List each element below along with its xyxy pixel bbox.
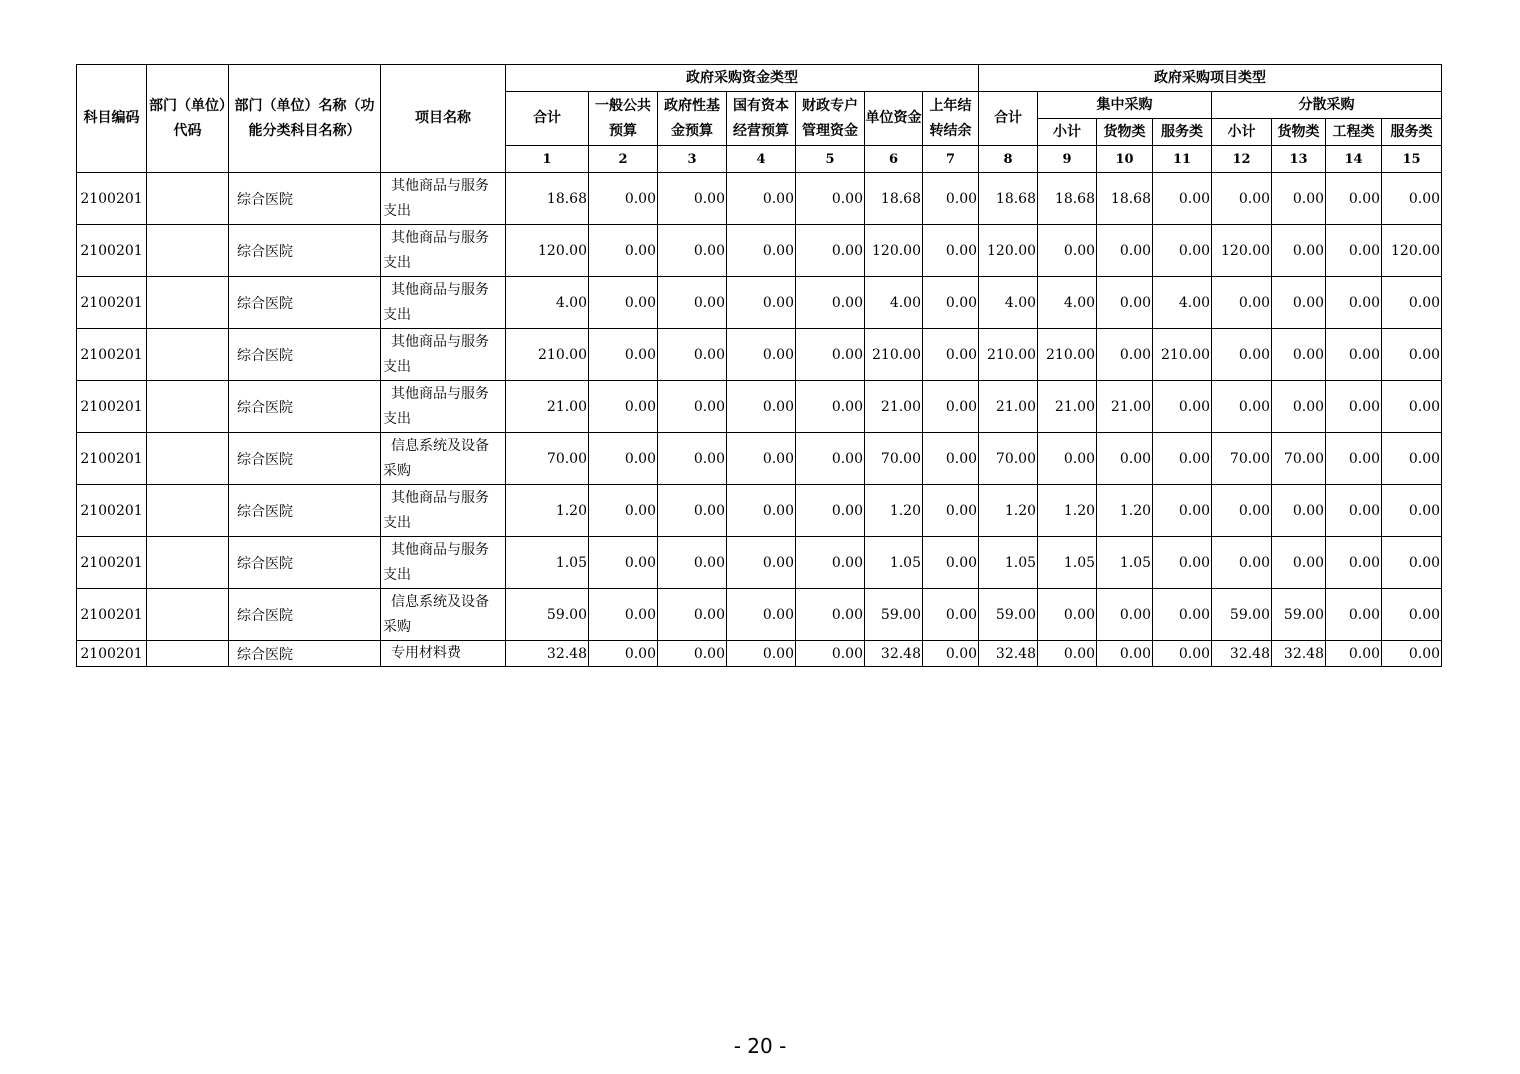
project-name-line: 其他商品与服务 <box>391 177 489 194</box>
value-cell: 0.00 <box>1097 329 1153 381</box>
table-row <box>77 277 1442 329</box>
value-cell: 0.00 <box>923 537 979 589</box>
value-cell: 0.00 <box>1153 173 1212 225</box>
value-cell: 0.00 <box>658 329 727 381</box>
value-cell: 0.00 <box>1212 381 1272 433</box>
column-number: 2 <box>589 146 658 173</box>
project-name-cell <box>381 225 506 277</box>
value-cell: 1.20 <box>1097 485 1153 537</box>
value-cell: 59.00 <box>506 589 589 641</box>
value-cell: 0.00 <box>1097 277 1153 329</box>
header-unit-fund: 单位资金 <box>865 92 923 146</box>
value-cell: 1.05 <box>506 537 589 589</box>
value-cell: 0.00 <box>923 277 979 329</box>
value-cell: 0.00 <box>589 537 658 589</box>
value-cell: 18.68 <box>506 173 589 225</box>
subject-code-cell: 2100201 <box>77 589 147 641</box>
project-name-line: 其他商品与服务 <box>391 489 489 506</box>
table-row <box>77 485 1442 537</box>
value-cell: 120.00 <box>506 225 589 277</box>
value-cell: 0.00 <box>589 641 658 667</box>
header-state-capital-budget: 国有资本经营预算 <box>727 92 796 146</box>
column-number: 13 <box>1272 146 1326 173</box>
value-cell: 0.00 <box>1153 589 1212 641</box>
value-cell: 0.00 <box>589 277 658 329</box>
header-dept-code: 部门（单位）代码 <box>147 65 229 173</box>
value-cell: 120.00 <box>1382 225 1442 277</box>
value-cell: 0.00 <box>658 641 727 667</box>
value-cell: 120.00 <box>979 225 1038 277</box>
value-cell: 0.00 <box>1097 589 1153 641</box>
header-special-fund: 财政专户管理资金 <box>796 92 865 146</box>
value-cell: 0.00 <box>1038 225 1097 277</box>
value-cell: 1.05 <box>979 537 1038 589</box>
value-cell: 18.68 <box>979 173 1038 225</box>
value-cell: 0.00 <box>923 641 979 667</box>
dept-code-cell <box>147 277 229 329</box>
value-cell: 0.00 <box>796 381 865 433</box>
value-cell: 120.00 <box>1212 225 1272 277</box>
value-cell: 0.00 <box>1382 433 1442 485</box>
header-dept-name: 部门（单位）名称（功能分类科目名称） <box>229 65 381 173</box>
header-carryover: 上年结转结余 <box>923 92 979 146</box>
value-cell: 0.00 <box>727 381 796 433</box>
value-cell: 1.20 <box>979 485 1038 537</box>
header-fund-type-group: 政府采购资金类型 <box>506 65 979 92</box>
value-cell: 0.00 <box>1326 329 1382 381</box>
value-cell: 0.00 <box>589 329 658 381</box>
value-cell: 0.00 <box>1212 277 1272 329</box>
value-cell: 21.00 <box>979 381 1038 433</box>
value-cell: 0.00 <box>796 485 865 537</box>
value-cell: 59.00 <box>979 589 1038 641</box>
table-row <box>77 589 1442 641</box>
header-centralized: 集中采购 <box>1038 92 1212 119</box>
header-project-name: 项目名称 <box>381 65 506 173</box>
page-number: - 20 - <box>733 1034 787 1058</box>
dept-code-cell <box>147 433 229 485</box>
value-cell: 0.00 <box>1153 485 1212 537</box>
value-cell: 18.68 <box>1097 173 1153 225</box>
column-number: 10 <box>1097 146 1153 173</box>
value-cell: 0.00 <box>589 433 658 485</box>
value-cell: 0.00 <box>727 433 796 485</box>
column-number: 12 <box>1212 146 1272 173</box>
value-cell: 32.48 <box>979 641 1038 667</box>
value-cell: 0.00 <box>589 173 658 225</box>
subject-code-cell: 2100201 <box>77 173 147 225</box>
project-name-line: 其他商品与服务 <box>391 385 489 402</box>
value-cell: 0.00 <box>658 173 727 225</box>
column-number: 5 <box>796 146 865 173</box>
dept-name-cell: 综合医院 <box>229 277 381 329</box>
value-cell: 0.00 <box>1382 381 1442 433</box>
value-cell: 0.00 <box>923 225 979 277</box>
value-cell: 1.20 <box>1038 485 1097 537</box>
table-row <box>77 381 1442 433</box>
dept-name-cell: 综合医院 <box>229 329 381 381</box>
value-cell: 59.00 <box>1272 589 1326 641</box>
value-cell: 0.00 <box>1326 381 1382 433</box>
value-cell: 0.00 <box>1326 225 1382 277</box>
value-cell: 0.00 <box>796 641 865 667</box>
value-cell: 0.00 <box>1038 641 1097 667</box>
value-cell: 0.00 <box>727 537 796 589</box>
value-cell: 0.00 <box>658 381 727 433</box>
value-cell: 210.00 <box>865 329 923 381</box>
subject-code-cell: 2100201 <box>77 641 147 667</box>
subject-code-cell: 2100201 <box>77 277 147 329</box>
project-name-line: 其他商品与服务 <box>391 541 489 558</box>
project-name-line: 支出 <box>383 410 411 427</box>
project-name-cell <box>381 433 506 485</box>
header-project-total: 合计 <box>979 92 1038 146</box>
dept-code-cell <box>147 329 229 381</box>
project-name-cell <box>381 485 506 537</box>
value-cell: 0.00 <box>658 225 727 277</box>
value-cell: 0.00 <box>727 277 796 329</box>
dept-code-cell <box>147 589 229 641</box>
project-name-line: 支出 <box>383 202 411 219</box>
value-cell: 0.00 <box>1382 537 1442 589</box>
value-cell: 0.00 <box>1272 485 1326 537</box>
column-number: 1 <box>506 146 589 173</box>
value-cell: 0.00 <box>1212 329 1272 381</box>
value-cell: 0.00 <box>1326 537 1382 589</box>
dept-name-cell: 综合医院 <box>229 485 381 537</box>
value-cell: 4.00 <box>1153 277 1212 329</box>
header-decentralized-goods: 货物类 <box>1272 119 1326 146</box>
value-cell: 0.00 <box>727 485 796 537</box>
project-name-line: 支出 <box>383 514 411 531</box>
value-cell: 0.00 <box>658 537 727 589</box>
dept-name-cell: 综合医院 <box>229 381 381 433</box>
project-name-cell <box>381 537 506 589</box>
value-cell: 59.00 <box>1212 589 1272 641</box>
value-cell: 0.00 <box>589 381 658 433</box>
value-cell: 0.00 <box>1382 277 1442 329</box>
value-cell: 1.20 <box>865 485 923 537</box>
value-cell: 0.00 <box>1097 433 1153 485</box>
dept-name-cell: 综合医院 <box>229 641 381 667</box>
value-cell: 0.00 <box>796 537 865 589</box>
dept-code-cell <box>147 537 229 589</box>
value-cell: 0.00 <box>1382 329 1442 381</box>
value-cell: 0.00 <box>1153 641 1212 667</box>
project-name-cell <box>381 173 506 225</box>
value-cell: 21.00 <box>1097 381 1153 433</box>
project-name-line: 专用材料费 <box>391 645 461 661</box>
value-cell: 210.00 <box>979 329 1038 381</box>
value-cell: 0.00 <box>923 381 979 433</box>
value-cell: 0.00 <box>1382 485 1442 537</box>
value-cell: 0.00 <box>1153 381 1212 433</box>
value-cell: 0.00 <box>1153 433 1212 485</box>
value-cell: 0.00 <box>1326 589 1382 641</box>
header-centralized-services: 服务类 <box>1153 119 1212 146</box>
value-cell: 0.00 <box>658 277 727 329</box>
table-row <box>77 537 1442 589</box>
value-cell: 0.00 <box>1212 173 1272 225</box>
value-cell: 210.00 <box>506 329 589 381</box>
project-name-line: 支出 <box>383 566 411 583</box>
value-cell: 4.00 <box>979 277 1038 329</box>
header-decentralized: 分散采购 <box>1212 92 1442 119</box>
column-number: 3 <box>658 146 727 173</box>
value-cell: 0.00 <box>796 329 865 381</box>
value-cell: 1.05 <box>865 537 923 589</box>
value-cell: 0.00 <box>923 485 979 537</box>
dept-name-cell: 综合医院 <box>229 433 381 485</box>
column-number: 15 <box>1382 146 1442 173</box>
value-cell: 0.00 <box>1382 589 1442 641</box>
table-body <box>77 173 1442 667</box>
procurement-table <box>76 64 1442 667</box>
header-subject-code: 科目编码 <box>77 65 147 173</box>
value-cell: 0.00 <box>923 589 979 641</box>
value-cell: 4.00 <box>865 277 923 329</box>
value-cell: 0.00 <box>1382 641 1442 667</box>
value-cell: 0.00 <box>1326 641 1382 667</box>
value-cell: 4.00 <box>506 277 589 329</box>
value-cell: 1.05 <box>1097 537 1153 589</box>
value-cell: 18.68 <box>865 173 923 225</box>
value-cell: 120.00 <box>865 225 923 277</box>
value-cell: 0.00 <box>1272 173 1326 225</box>
value-cell: 70.00 <box>979 433 1038 485</box>
project-name-cell <box>381 381 506 433</box>
value-cell: 32.48 <box>865 641 923 667</box>
value-cell: 32.48 <box>1212 641 1272 667</box>
project-name-line: 采购 <box>383 618 411 635</box>
dept-code-cell <box>147 173 229 225</box>
value-cell: 70.00 <box>1272 433 1326 485</box>
project-name-line: 支出 <box>383 254 411 271</box>
value-cell: 0.00 <box>923 329 979 381</box>
value-cell: 70.00 <box>1212 433 1272 485</box>
value-cell: 0.00 <box>1212 485 1272 537</box>
column-number: 11 <box>1153 146 1212 173</box>
column-number: 9 <box>1038 146 1097 173</box>
subject-code-cell: 2100201 <box>77 225 147 277</box>
project-name-line: 其他商品与服务 <box>391 229 489 246</box>
header-project-type-group: 政府采购项目类型 <box>979 65 1442 92</box>
table-row <box>77 225 1442 277</box>
value-cell: 0.00 <box>727 225 796 277</box>
column-number: 4 <box>727 146 796 173</box>
value-cell: 0.00 <box>796 173 865 225</box>
value-cell: 0.00 <box>1326 173 1382 225</box>
project-name-line: 其他商品与服务 <box>391 333 489 350</box>
table-row <box>77 433 1442 485</box>
subject-code-cell: 2100201 <box>77 485 147 537</box>
subject-code-cell: 2100201 <box>77 381 147 433</box>
dept-code-cell <box>147 485 229 537</box>
header-general-budget: 一般公共预算 <box>589 92 658 146</box>
project-name-line: 支出 <box>383 358 411 375</box>
value-cell: 0.00 <box>727 173 796 225</box>
column-number: 14 <box>1326 146 1382 173</box>
dept-code-cell <box>147 225 229 277</box>
value-cell: 18.68 <box>1038 173 1097 225</box>
header-decentralized-services: 服务类 <box>1382 119 1442 146</box>
column-number: 7 <box>923 146 979 173</box>
value-cell: 0.00 <box>796 225 865 277</box>
value-cell: 0.00 <box>1212 537 1272 589</box>
value-cell: 0.00 <box>1272 225 1326 277</box>
dept-name-cell: 综合医院 <box>229 173 381 225</box>
value-cell: 0.00 <box>1038 589 1097 641</box>
value-cell: 0.00 <box>658 485 727 537</box>
project-name-cell <box>381 589 506 641</box>
table-row <box>77 329 1442 381</box>
value-cell: 0.00 <box>1153 537 1212 589</box>
value-cell: 0.00 <box>1326 277 1382 329</box>
value-cell: 210.00 <box>1038 329 1097 381</box>
value-cell: 0.00 <box>1272 381 1326 433</box>
value-cell: 59.00 <box>865 589 923 641</box>
header-decentralized-subtotal: 小计 <box>1212 119 1272 146</box>
dept-name-cell: 综合医院 <box>229 589 381 641</box>
header-centralized-goods: 货物类 <box>1097 119 1153 146</box>
value-cell: 0.00 <box>1153 225 1212 277</box>
dept-name-cell: 综合医院 <box>229 537 381 589</box>
value-cell: 0.00 <box>1326 485 1382 537</box>
value-cell: 21.00 <box>865 381 923 433</box>
value-cell: 1.05 <box>1038 537 1097 589</box>
value-cell: 32.48 <box>506 641 589 667</box>
project-name-cell <box>381 329 506 381</box>
value-cell: 0.00 <box>727 641 796 667</box>
value-cell: 0.00 <box>1272 329 1326 381</box>
subject-code-cell: 2100201 <box>77 433 147 485</box>
value-cell: 0.00 <box>1272 277 1326 329</box>
project-name-line: 信息系统及设备 <box>391 437 489 454</box>
project-name-cell <box>381 641 506 667</box>
value-cell: 0.00 <box>1038 433 1097 485</box>
value-cell: 0.00 <box>1382 173 1442 225</box>
table-row <box>77 641 1442 667</box>
project-name-line: 其他商品与服务 <box>391 281 489 298</box>
dept-code-cell <box>147 381 229 433</box>
value-cell: 0.00 <box>1326 433 1382 485</box>
value-cell: 0.00 <box>658 589 727 641</box>
value-cell: 0.00 <box>1097 225 1153 277</box>
value-cell: 0.00 <box>727 329 796 381</box>
value-cell: 0.00 <box>796 589 865 641</box>
value-cell: 0.00 <box>923 433 979 485</box>
value-cell: 0.00 <box>796 433 865 485</box>
table-row <box>77 173 1442 225</box>
value-cell: 0.00 <box>589 485 658 537</box>
subject-code-cell: 2100201 <box>77 329 147 381</box>
value-cell: 0.00 <box>658 433 727 485</box>
value-cell: 70.00 <box>865 433 923 485</box>
header-fund-total: 合计 <box>506 92 589 146</box>
value-cell: 0.00 <box>727 589 796 641</box>
column-number: 6 <box>865 146 923 173</box>
project-name-cell <box>381 277 506 329</box>
dept-name-cell: 综合医院 <box>229 225 381 277</box>
header-decentralized-engineering: 工程类 <box>1326 119 1382 146</box>
value-cell: 210.00 <box>1153 329 1212 381</box>
value-cell: 0.00 <box>1272 537 1326 589</box>
value-cell: 0.00 <box>589 225 658 277</box>
project-name-line: 支出 <box>383 306 411 323</box>
value-cell: 0.00 <box>796 277 865 329</box>
header-gov-fund-budget: 政府性基金预算 <box>658 92 727 146</box>
header-centralized-subtotal: 小计 <box>1038 119 1097 146</box>
value-cell: 4.00 <box>1038 277 1097 329</box>
project-name-line: 采购 <box>383 462 411 479</box>
column-number: 8 <box>979 146 1038 173</box>
subject-code-cell: 2100201 <box>77 537 147 589</box>
value-cell: 0.00 <box>923 173 979 225</box>
dept-code-cell <box>147 641 229 667</box>
value-cell: 32.48 <box>1272 641 1326 667</box>
value-cell: 21.00 <box>506 381 589 433</box>
value-cell: 0.00 <box>1097 641 1153 667</box>
value-cell: 21.00 <box>1038 381 1097 433</box>
value-cell: 0.00 <box>589 589 658 641</box>
project-name-line: 信息系统及设备 <box>391 593 489 610</box>
value-cell: 70.00 <box>506 433 589 485</box>
value-cell: 1.20 <box>506 485 589 537</box>
